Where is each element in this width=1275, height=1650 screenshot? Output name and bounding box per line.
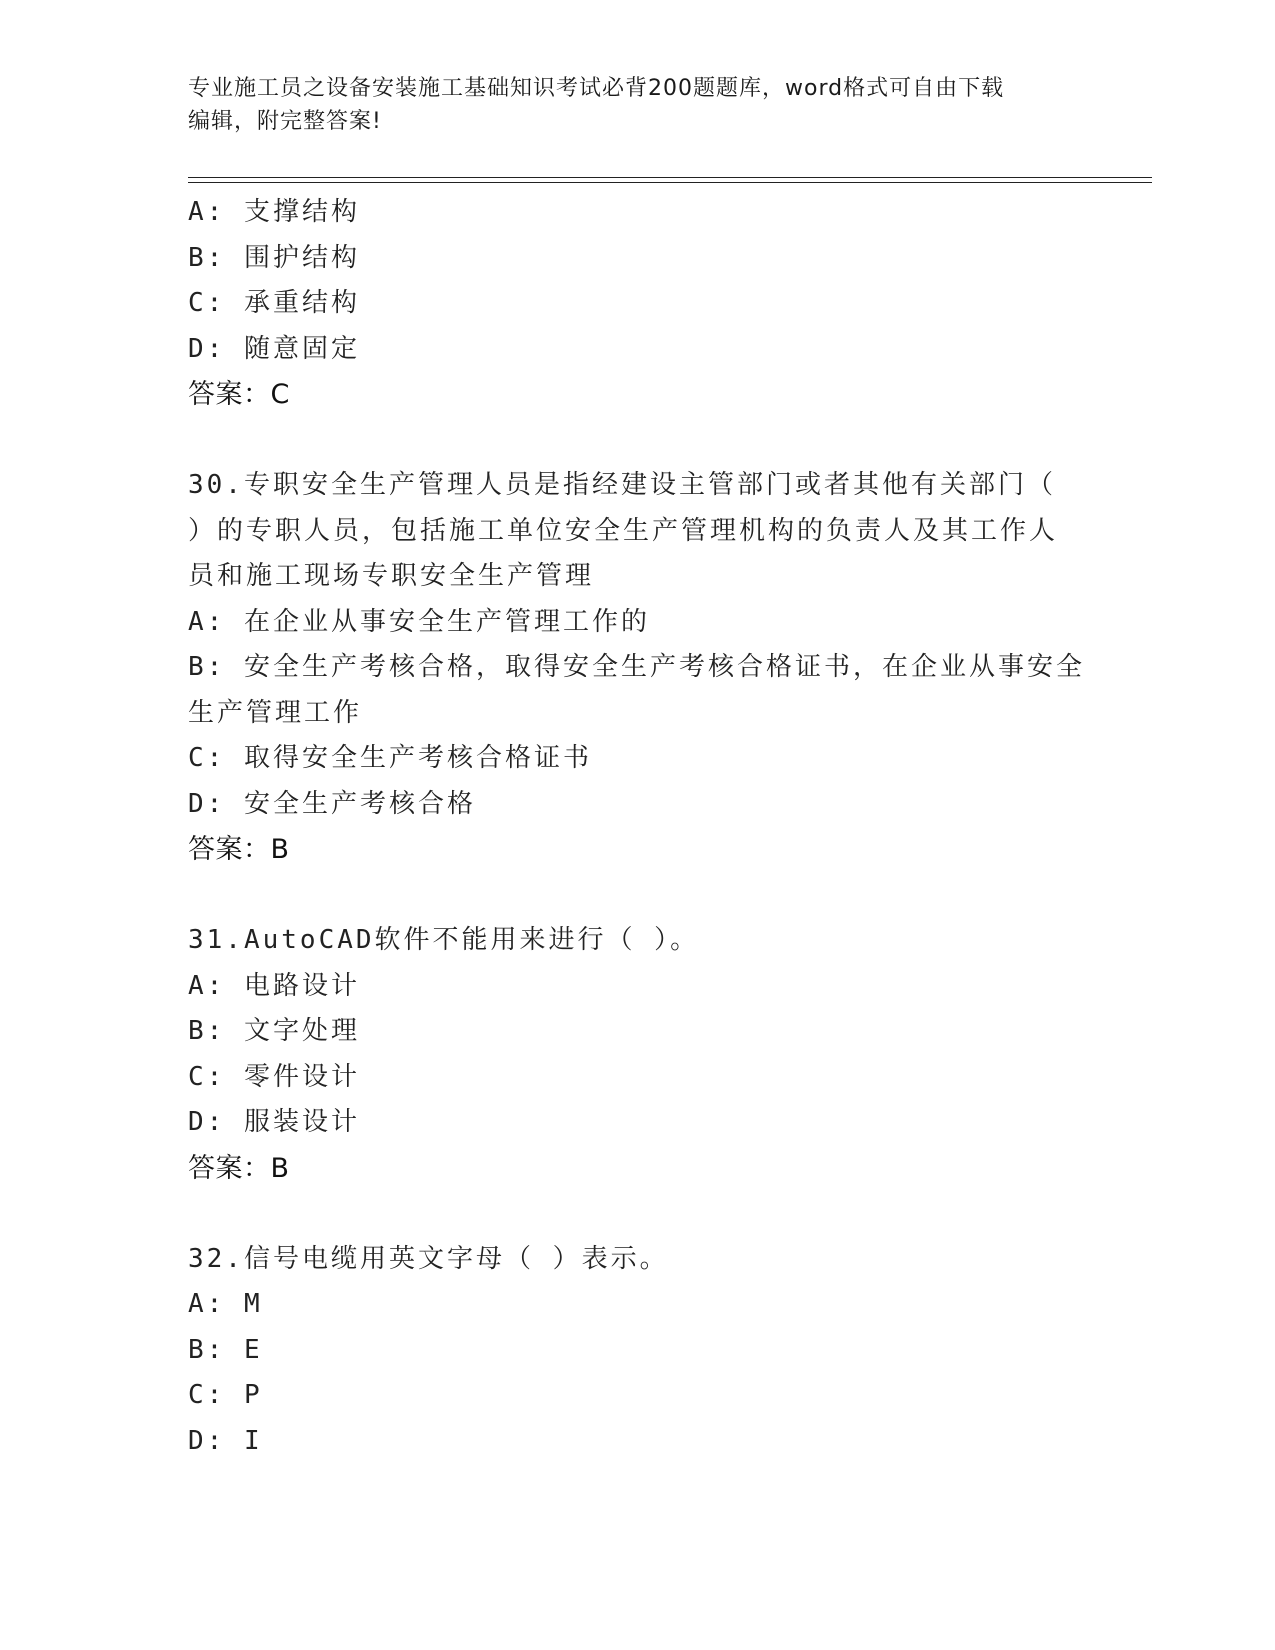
question-stem-line: ）的专职人员，包括施工单位安全生产管理机构的负责人及其工作人 [188, 515, 1059, 546]
option-a: A: 电路设计 [188, 970, 360, 1001]
answer-line: 答案：B [188, 1152, 290, 1184]
header-divider-bottom [188, 182, 1152, 183]
question-stem-line: 30.专职安全生产管理人员是指经建设主管部门或者其他有关部门（ [188, 470, 1056, 500]
header-title-line-1: 专业施工员之设备安装施工基础知识考试必背200题题库，word格式可自由下载 [188, 76, 1005, 101]
option-a: A: 在企业从事安全生产管理工作的 [188, 606, 650, 637]
question-spacer [188, 873, 1088, 919]
option-b: B: 安全生产考核合格，取得安全生产考核合格证书，在企业从事安全 [188, 652, 1085, 682]
header-title-line-2: 编辑，附完整答案! [188, 109, 382, 134]
question-stem: 31.AutoCAD软件不能用来进行（ ）。 [188, 925, 700, 955]
option-b: B: E [188, 1334, 263, 1365]
question-stem: 32.信号电缆用英文字母（ ）表示。 [188, 1243, 669, 1274]
option-b: B: 文字处理 [188, 1016, 360, 1046]
answer-line: 答案：C [188, 379, 290, 410]
option-b: B: 围护结构 [188, 242, 360, 273]
question-stem-line: 员和施工现场专职安全生产管理 [188, 561, 595, 591]
option-d: D: 服装设计 [188, 1107, 360, 1137]
option-b-continued: 生产管理工作 [188, 697, 363, 728]
option-d: D: 安全生产考核合格 [188, 788, 476, 819]
option-a: A: 支撑结构 [188, 197, 360, 227]
question-list [188, 190, 1088, 1464]
option-a: A: M [188, 1289, 263, 1319]
header-divider-top [188, 177, 1152, 178]
question-30 [188, 463, 1088, 873]
option-c: C: 承重结构 [188, 288, 360, 318]
question-spacer [188, 418, 1088, 464]
option-c: C: 取得安全生产考核合格证书 [188, 743, 592, 773]
option-c: C: 零件设计 [188, 1061, 360, 1092]
question-32 [188, 1237, 1088, 1465]
question-spacer [188, 1191, 1088, 1237]
option-c: C: P [188, 1380, 263, 1410]
question-31 [188, 918, 1088, 1191]
option-d: D: 随意固定 [188, 333, 360, 364]
document-header [188, 72, 1088, 138]
answer-line: 答案：B [188, 834, 290, 865]
question-block-prev [188, 190, 1088, 418]
option-d: D: I [188, 1425, 263, 1456]
